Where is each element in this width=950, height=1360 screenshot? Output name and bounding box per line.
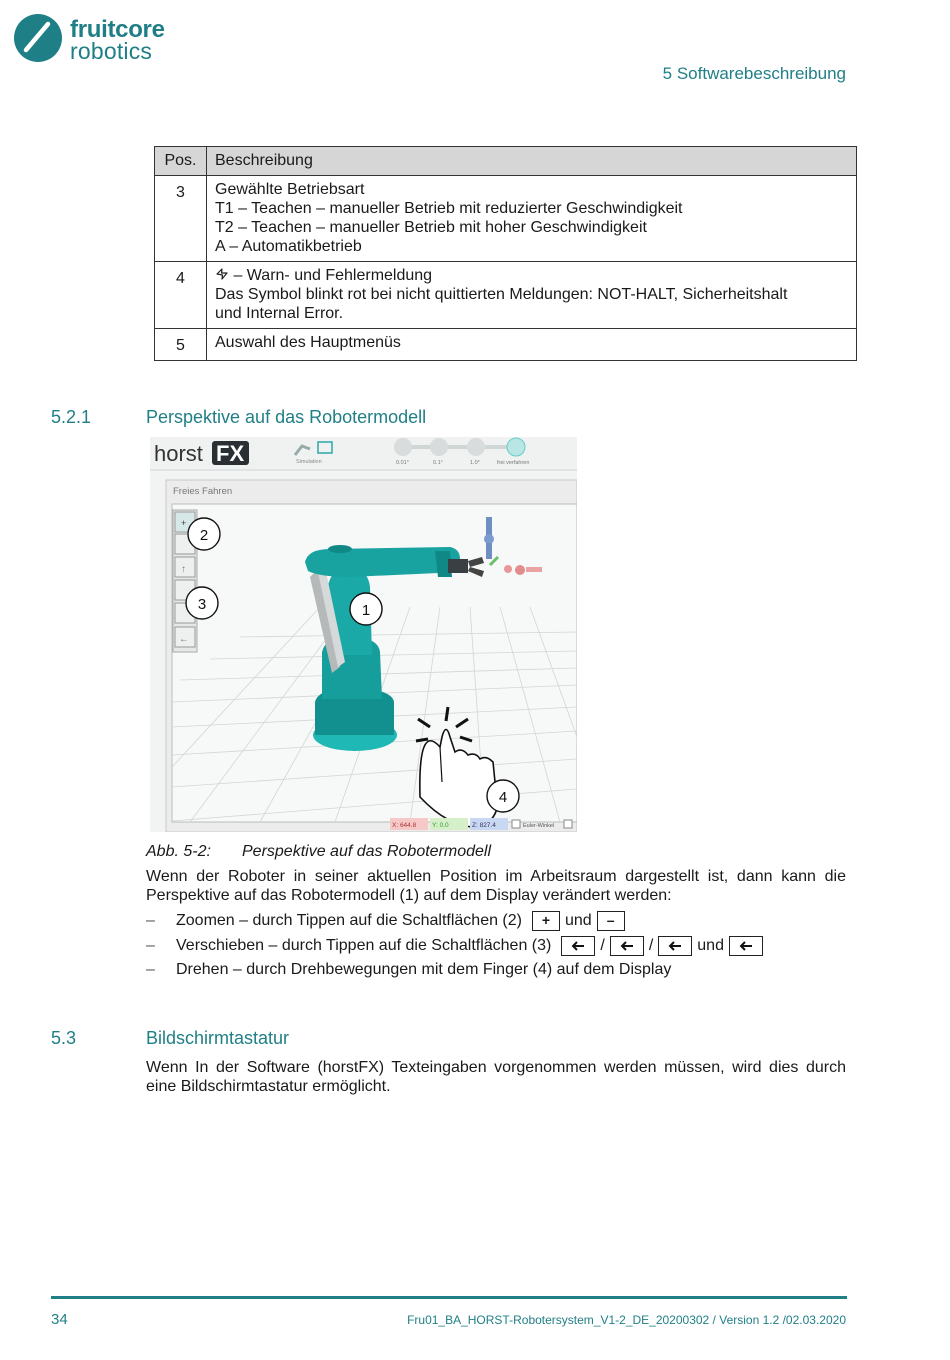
euler-label: Euler-Winkel bbox=[523, 823, 555, 829]
horstfx-view bbox=[150, 437, 577, 832]
section-title: Bildschirmtastatur bbox=[146, 1028, 290, 1048]
callout-number: 3 bbox=[197, 596, 207, 613]
panel-title: Freies Fahren bbox=[173, 486, 233, 497]
app-name-fx: FX bbox=[216, 441, 245, 466]
bullet-dash: – bbox=[146, 912, 155, 929]
bullet-text: Zoomen – durch Tippen auf die Schaltflächen (2) bbox=[176, 912, 522, 929]
logo-text-line1: fruitcore bbox=[70, 16, 165, 43]
figure-caption-text: Perspektive auf das Robotermodell bbox=[242, 843, 492, 860]
arrow-left-icon bbox=[620, 941, 634, 951]
logo-text-line2: robotics bbox=[70, 38, 153, 64]
svg-text:↑: ↑ bbox=[181, 564, 186, 575]
table-row bbox=[155, 262, 857, 329]
footer-rule bbox=[51, 1296, 847, 1299]
page-number: 34 bbox=[51, 1311, 68, 1328]
speed-option-0-1[interactable] bbox=[430, 438, 448, 456]
arrow-left-key bbox=[561, 936, 595, 956]
arrow-left-icon bbox=[739, 941, 753, 951]
option-checkbox[interactable] bbox=[564, 820, 572, 828]
bullet-dash: – bbox=[146, 961, 155, 978]
speed-option-0-01[interactable] bbox=[394, 438, 412, 456]
coord-x: X: 644.8 bbox=[392, 822, 417, 829]
callout-number: 1 bbox=[361, 602, 371, 619]
speed-label: frei verfahren bbox=[497, 460, 530, 466]
description-line: A – Automatikbetrieb bbox=[215, 238, 362, 255]
simulation-label: Simulation bbox=[296, 459, 322, 465]
document-id: Fru01_BA_HORST-Robotersystem_V1-2_DE_20200302 / Version 1.2 /02.03.2020 bbox=[407, 1313, 846, 1327]
slash-text: / bbox=[600, 937, 605, 954]
section-number: 5.2.1 bbox=[51, 407, 92, 427]
description-line: Gewählte Betriebsart bbox=[215, 181, 365, 198]
callout-4 bbox=[487, 780, 519, 812]
bullet-text: Drehen – durch Drehbewegungen mit dem Finger (4) auf dem Display bbox=[176, 961, 672, 978]
table-cell-description bbox=[207, 329, 857, 361]
speed-label: 0.1° bbox=[433, 460, 443, 466]
speed-label: 1.0° bbox=[470, 460, 480, 466]
arrow-left-key bbox=[729, 936, 763, 956]
table-header-description: Beschreibung bbox=[207, 147, 857, 176]
description-line: – Warn- und Fehlermeldung bbox=[233, 267, 433, 284]
position-table bbox=[154, 146, 857, 361]
arrow-left-icon bbox=[668, 941, 682, 951]
table-cell-description bbox=[207, 176, 857, 262]
fruitcore-logo bbox=[14, 14, 184, 66]
coord-z: Z: 827.4 bbox=[472, 822, 496, 829]
table-row bbox=[155, 329, 857, 361]
table-header-pos: Pos. bbox=[155, 147, 207, 176]
zoom-minus-key: – bbox=[597, 911, 625, 931]
table-cell-pos: 5 bbox=[155, 329, 207, 361]
bullet-dash: – bbox=[146, 937, 155, 954]
bullet-rotate bbox=[146, 961, 671, 979]
coord-y: Y: 0.0 bbox=[432, 822, 449, 829]
app-name-horst: horst bbox=[154, 441, 203, 466]
figure-caption bbox=[146, 843, 491, 861]
zoom-plus-key: + bbox=[532, 911, 560, 931]
arrow-left-key bbox=[610, 936, 644, 956]
description-line: Auswahl des Hauptmenüs bbox=[215, 334, 401, 351]
description-line: Das Symbol blinkt rot bei nicht quittierten Meldungen: NOT-HALT, Sicherheitshalt bbox=[215, 286, 788, 303]
description-line: T2 – Teachen – manueller Betrieb mit hoher Geschwindigkeit bbox=[215, 219, 647, 236]
table-cell-pos: 4 bbox=[155, 262, 207, 329]
section-number: 5.3 bbox=[51, 1028, 77, 1048]
lightning-warning-icon bbox=[215, 267, 229, 281]
description-line-with-icon bbox=[215, 266, 848, 285]
figure-label: Abb. 5-2: bbox=[146, 843, 211, 860]
und-text: und bbox=[564, 912, 592, 929]
und-text: und bbox=[697, 937, 724, 954]
horstfx-screenshot bbox=[150, 437, 577, 832]
table-cell-pos: 3 bbox=[155, 176, 207, 262]
section-title: Perspektive auf das Robotermodell bbox=[146, 407, 427, 427]
bullet-move bbox=[146, 936, 768, 956]
section-paragraph: Wenn In der Software (horstFX) Texteingaben vorgenommen werden müssen, wird dies durch eine Bildschirmtastatur ermöglicht. bbox=[146, 1059, 846, 1095]
arrow-left-key bbox=[658, 936, 692, 956]
chapter-header: 5 Softwarebeschreibung bbox=[662, 64, 846, 83]
slash-text: / bbox=[648, 937, 654, 954]
callout-number: 4 bbox=[498, 789, 508, 806]
svg-text:+: + bbox=[181, 518, 187, 528]
euler-checkbox[interactable] bbox=[512, 820, 520, 828]
bullet-text: Verschieben – durch Tippen auf die Schaltflächen (3) bbox=[176, 937, 552, 954]
callout-number: 2 bbox=[199, 527, 209, 544]
table-cell-description bbox=[207, 262, 857, 329]
speed-option-1-0[interactable] bbox=[467, 438, 485, 456]
table-row bbox=[155, 176, 857, 262]
callout-2 bbox=[188, 518, 220, 550]
arrow-left-icon bbox=[571, 941, 585, 951]
svg-text:←: ← bbox=[179, 634, 189, 645]
table-header-row bbox=[155, 147, 857, 176]
description-line: und Internal Error. bbox=[215, 305, 344, 322]
callout-3 bbox=[186, 587, 218, 619]
speed-label: 0.01° bbox=[396, 460, 409, 466]
bullet-zoom bbox=[146, 911, 630, 931]
description-line: T1 – Teachen – manueller Betrieb mit reduzierter Geschwindigkeit bbox=[215, 200, 683, 217]
intro-paragraph: Wenn der Roboter in seiner aktuellen Position im Arbeitsraum dargestellt ist, dann kann die Perspektive auf das Robotermodell (1) auf dem Display verändert werden: bbox=[146, 868, 846, 904]
fruitcore-logo-icon bbox=[14, 14, 64, 64]
speed-option-free[interactable] bbox=[507, 438, 525, 456]
callout-1 bbox=[350, 593, 382, 625]
